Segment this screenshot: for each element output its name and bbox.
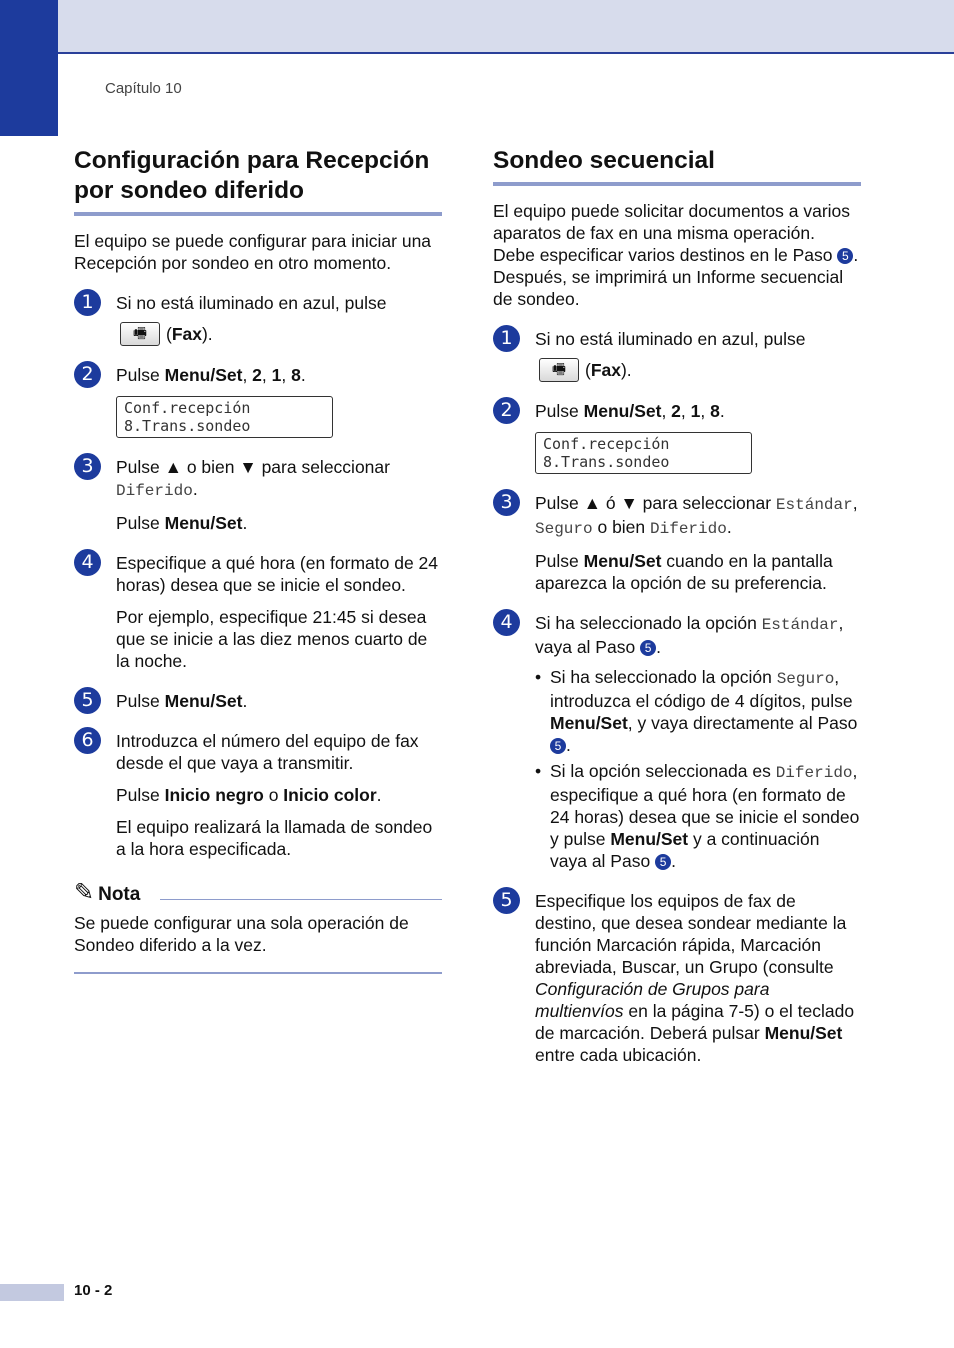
- step-4: [493, 612, 861, 872]
- note-box: [74, 880, 442, 974]
- title-rule: [74, 212, 442, 216]
- step-ref-5: 5: [550, 738, 566, 754]
- option-estandar: Estándar: [775, 496, 853, 514]
- right-column: [493, 146, 861, 1066]
- chapter-label: Capítulo 10: [105, 80, 182, 97]
- fax-machine-icon: 🖷: [539, 358, 579, 382]
- note-title: Nota: [98, 884, 141, 905]
- bullet-seguro: • Si ha seleccionado la opción Seguro, introduzca el código de 4 dígitos, pulse Menu/Set, y vaya directamente al Paso 5 .: [535, 666, 861, 756]
- step-text-3: El equipo realizará la llamada de sondeo a la hora especificada.: [116, 817, 433, 859]
- fax-key-line: [116, 322, 442, 346]
- step-text: Pulse Menu/Set, 2, 1, 8.: [535, 401, 725, 421]
- down-arrow-icon: ▼: [620, 493, 638, 513]
- option-estandar: Estándar: [761, 616, 839, 634]
- footer-bar: [0, 1284, 64, 1301]
- up-arrow-icon: ▲: [164, 457, 182, 477]
- step-text: Introduzca el número del equipo de fax desde el que vaya a transmitir.: [116, 731, 419, 773]
- intro-left: El equipo se puede configurar para iniciar una Recepción por sondeo en otro momento.: [74, 231, 432, 273]
- bullet-list: [535, 666, 861, 872]
- lcd-line-2: 8.Trans.sondeo: [124, 417, 251, 435]
- note-divider: [160, 899, 442, 900]
- step-3: [74, 456, 442, 534]
- option-seguro: Seguro: [535, 520, 593, 538]
- step-6: [74, 730, 442, 860]
- step-text-2: Por ejemplo, especifique 21:45 si desea que se inicie a las diez menos cuarto de la noche.: [116, 607, 428, 671]
- left-column: [74, 146, 442, 974]
- title-rule: [493, 182, 861, 186]
- step-2: [74, 364, 442, 438]
- header-bar: [0, 0, 954, 54]
- note-pencil-icon: ✎: [74, 879, 95, 906]
- lcd-line-1: Conf.recepción: [543, 435, 670, 453]
- step-text: Pulse ▲ o bien ▼ para seleccionar Diferido.: [116, 457, 390, 500]
- step-text: Pulse Menu/Set.: [116, 691, 248, 711]
- step-2: [493, 400, 861, 474]
- step-text-2: Pulse Menu/Set.: [116, 513, 248, 533]
- intro-right: El equipo puede solicitar documentos a varios aparatos de fax en una misma operación. Debe especificar varios destinos en le Paso 5 . Después, se imprimirá un Informe secuencial de sondeo.: [493, 201, 859, 309]
- note-text: Se puede configurar una sola operación de Sondeo diferido a la vez.: [74, 913, 409, 955]
- up-arrow-icon: ▲: [583, 493, 601, 513]
- step-5: [74, 690, 442, 712]
- chapter-tab: [0, 0, 58, 136]
- fax-machine-icon: 🖷: [120, 322, 160, 346]
- step-1: [493, 328, 861, 382]
- option-seguro: Seguro: [776, 670, 835, 688]
- step-text: Pulse ▲ ó ▼ para seleccionar Estándar, Seguro o bien Diferido.: [535, 493, 858, 538]
- step-ref-5: 5: [837, 248, 853, 264]
- step-number: 2: [493, 397, 520, 424]
- step-4: [74, 552, 442, 672]
- step-3: [493, 492, 861, 594]
- lcd-line-2: 8.Trans.sondeo: [543, 453, 670, 471]
- step-number: 2: [74, 361, 101, 388]
- step-number: 4: [493, 609, 520, 636]
- step-text: Especifique los equipos de fax de destino, que desea sondear mediante la función Marcación rápida, Marcación abreviada, Buscar, un Grupo (consulte Configuración de Grupos para multienvíos en la página 7-5) o el teclado de marcación. Deberá pulsar Menu/Set entre cada ubicación.: [535, 891, 855, 1065]
- step-5: [493, 890, 861, 1066]
- lcd-display: [535, 432, 752, 474]
- note-header: [74, 880, 442, 906]
- section-title-right: Sondeo secuencial: [493, 147, 715, 174]
- step-text: Pulse Menu/Set, 2, 1, 8.: [116, 365, 306, 385]
- fax-key-line: [535, 358, 861, 382]
- step-ref-5: 5: [655, 854, 671, 870]
- step-number: 5: [493, 887, 520, 914]
- step-number: 3: [493, 489, 520, 516]
- page-number: 10 - 2: [74, 1282, 113, 1299]
- step-text: Si ha seleccionado la opción Estándar, vaya al Paso 5 .: [535, 613, 844, 657]
- option-diferido: Diferido: [116, 482, 193, 500]
- note-bottom-rule: [74, 972, 442, 974]
- step-number: 5: [74, 687, 101, 714]
- bullet-diferido: • Si la opción seleccionada es Diferido, especifique a qué hora (en formato de 24 horas) desea que se inicie el sondeo y pulse Menu/Set y a continuación vaya al Paso 5 .: [535, 760, 861, 872]
- step-text: Especifique a qué hora (en formato de 24 horas) desea que se inicie el sondeo.: [116, 553, 439, 595]
- fax-key-label: (Fax).: [166, 324, 213, 344]
- step-text: Si no está iluminado en azul, pulse: [116, 293, 387, 313]
- step-1: [74, 292, 442, 346]
- fax-key-label: (Fax).: [585, 360, 632, 380]
- cross-reference-link[interactable]: Configuración de Grupos para multienvíos: [535, 979, 770, 1021]
- step-text-2: Pulse Inicio negro o Inicio color.: [116, 785, 382, 805]
- step-text-2: Pulse Menu/Set cuando en la pantalla aparezca la opción de su preferencia.: [535, 551, 833, 593]
- option-diferido: Diferido: [775, 764, 853, 782]
- option-diferido: Diferido: [650, 520, 727, 538]
- lcd-line-1: Conf.recepción: [124, 399, 251, 417]
- lcd-display: [116, 396, 333, 438]
- step-text: Si no está iluminado en azul, pulse: [535, 329, 806, 349]
- step-number: 1: [493, 325, 520, 352]
- step-number: 4: [74, 549, 101, 576]
- down-arrow-icon: ▼: [239, 457, 257, 477]
- section-title-left: Configuración para Recepción por sondeo diferido: [74, 147, 430, 204]
- step-ref-5: 5: [640, 640, 656, 656]
- step-number: 1: [74, 289, 101, 316]
- step-number: 6: [74, 727, 101, 754]
- step-number: 3: [74, 453, 101, 480]
